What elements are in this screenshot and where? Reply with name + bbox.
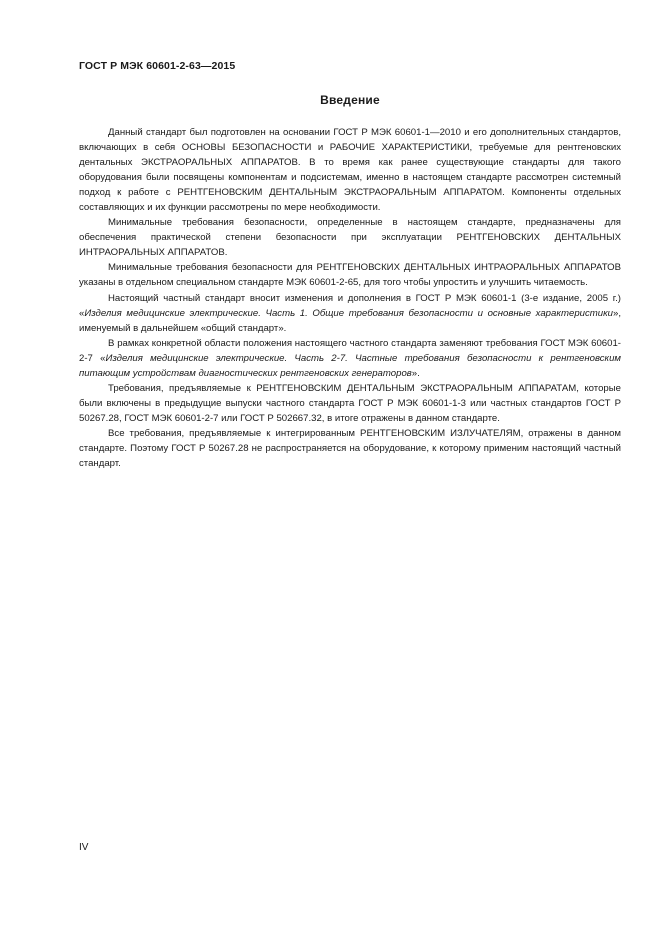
paragraph-5-text-end: ». bbox=[411, 367, 420, 379]
section-title: Введение bbox=[320, 93, 380, 107]
paragraph-7: Все требования, предъявляемые к интегрированным РЕНТГЕНОВСКИМ ИЗЛУЧАТЕЛЯМ, отражены в данном стандарте. Поэтому ГОСТ Р 50267.28 не распространяется на оборудование, к которому применим настоящий частный стандарт. bbox=[79, 427, 621, 470]
paragraph-4 bbox=[79, 291, 621, 336]
paragraph-4-cited-title: Изделия медицинские электрические. Часть 1. Общие требования безопасности и основные характеристики bbox=[84, 307, 613, 319]
paragraph-5-cited-title: Изделия медицинские электрические. Часть 2-7. Частные требования безопасности к рентгеновским питающим устройствам диагностических рентгеновских генераторов bbox=[79, 352, 621, 379]
document-code-header: ГОСТ Р МЭК 60601-2-63—2015 bbox=[79, 60, 236, 72]
paragraph-5-text-start: В рамках конкретной области положения настоящего частного стандарта заменяют требования ГОСТ МЭК 60601-2-7 « bbox=[79, 337, 621, 364]
paragraph-5 bbox=[79, 336, 621, 381]
paragraph-6: Требования, предъявляемые к РЕНТГЕНОВСКИМ ДЕНТАЛЬНЫМ ЭКСТРАОРАЛЬНЫМ АППАРАТАМ, которые были включены в предыдущие выпуски частного стандарта ГОСТ Р МЭК 60601-1-3 или частных стандартов ГОСТ Р 50267.28, ГОСТ МЭК 60601-2-7 или ГОСТ Р 502667.32, в итоге отражены в данном стандарте. bbox=[79, 382, 621, 424]
introduction-body bbox=[79, 125, 621, 471]
paragraph-4-text-end: », именуемый в дальнейшем «общий стандарт». bbox=[79, 307, 621, 334]
paragraph-1: Данный стандарт был подготовлен на основании ГОСТ Р МЭК 60601-1—2010 и его дополнительных стандартов, включающих в себя ОСНОВЫ БЕЗОПАСНОСТИ и РАБОЧИЕ ХАРАКТЕРИСТИКИ, требуемые для рентгеновских дентальных ЭКСТРАОРАЛЬНЫХ АППАРАТОВ. В то время как ранее существующие стандарты для такого оборудования были посвящены компонентам и подсистемам, именно в настоящем стандарте рассмотрен системный подход к работе с РЕНТГЕНОВСКИМ ДЕНТАЛЬНЫМ ЭКСТРАОРАЛЬНЫМ АППАРАТОМ. Компоненты отдельных составляющих и их функции рассмотрены по мере необходимости. bbox=[79, 127, 621, 214]
page-number: IV bbox=[79, 842, 89, 853]
paragraph-4-text-start: Настоящий частный стандарт вносит изменения и дополнения в ГОСТ Р МЭК 60601-1 (3-е издание, 2005 г.) « bbox=[79, 292, 621, 319]
paragraph-2: Минимальные требования безопасности, определенные в настоящем стандарте, предназначены для обеспечения практической степени безопасности при эксплуатации РЕНТГЕНОВСКИХ ДЕНТАЛЬНЫХ ИНТРАОРАЛЬНЫХ АППАРАТОВ. bbox=[79, 217, 621, 259]
paragraph-3: Минимальные требования безопасности для РЕНТГЕНОВСКИХ ДЕНТАЛЬНЫХ ИНТРАОРАЛЬНЫХ АППАРАТОВ указаны в отдельном специальном стандарте МЭК 60601-2-65, для того чтобы упростить и улучшить читаемость. bbox=[79, 262, 621, 289]
